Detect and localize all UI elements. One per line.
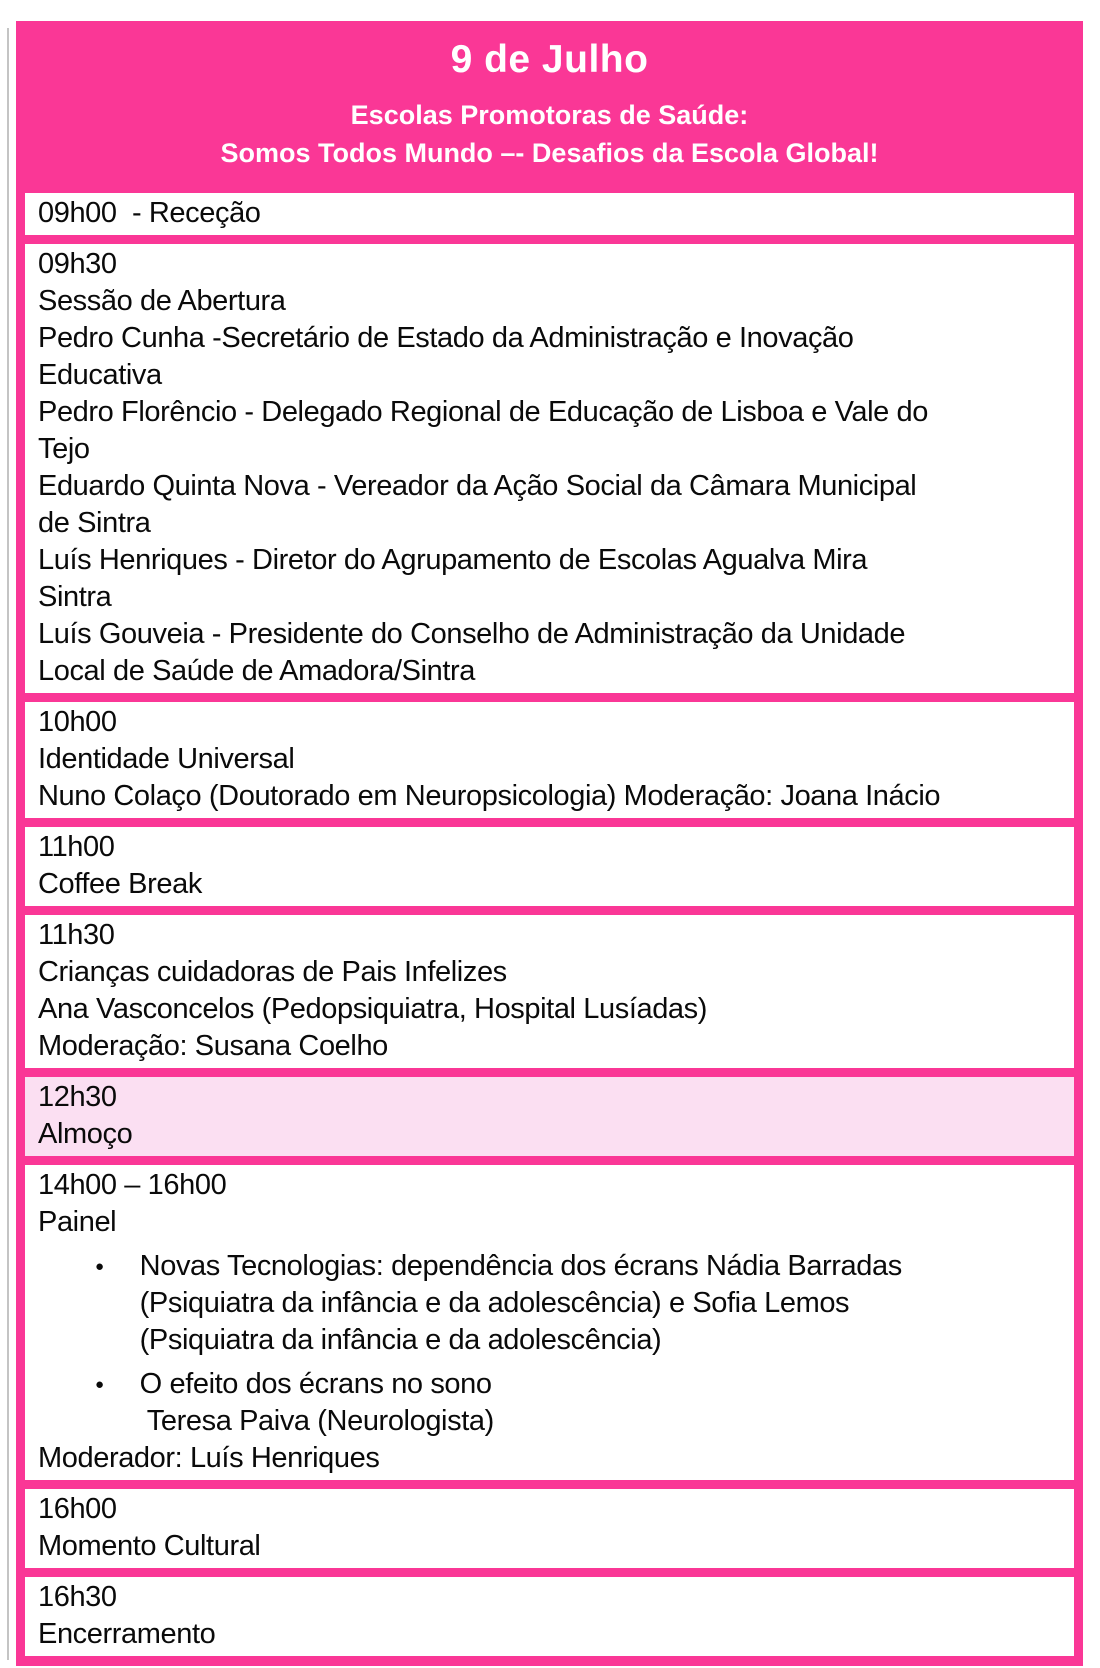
schedule-line: Local de Saúde de Amadora/Sintra — [38, 655, 476, 687]
schedule-line: Educativa — [38, 359, 162, 391]
bullet-icon: ● — [95, 1376, 104, 1393]
schedule-line: 12h30 — [38, 1081, 117, 1113]
schedule-line: 16h30 — [38, 1581, 117, 1613]
schedule-line: Identidade Universal — [38, 743, 295, 775]
schedule-line: Pedro Florêncio - Delegado Regional de Educação de Lisboa e Vale do — [38, 396, 928, 428]
schedule-row-11h00 — [25, 827, 1074, 906]
schedule-line: Luís Gouveia - Presidente do Conselho de Administração da Unidade — [38, 618, 906, 650]
schedule-line: Eduardo Quinta Nova - Vereador da Ação Social da Câmara Municipal — [38, 470, 917, 502]
schedule-line: Painel — [38, 1206, 117, 1238]
schedule-line: Sintra — [38, 581, 112, 613]
schedule-line: 09h30 — [38, 248, 117, 280]
schedule-row-10h00 — [25, 702, 1074, 818]
schedule-line: (Psiquiatra da infância e da adolescência) e Sofia Lemos — [139, 1287, 850, 1319]
schedule-line: de Sintra — [38, 507, 151, 539]
schedule-line: Teresa Paiva (Neurologista) — [139, 1405, 494, 1437]
schedule-line: Moderação: Susana Coelho — [38, 1030, 388, 1062]
bullet-text — [140, 1248, 1062, 1359]
schedule-line: Moderador: Luís Henriques — [38, 1442, 380, 1474]
schedule-line: Sessão de Abertura — [38, 285, 286, 317]
program-table — [16, 21, 1083, 1666]
schedule-line: Coffee Break — [38, 868, 202, 900]
schedule-row-09h30 — [25, 244, 1074, 693]
schedule-line: (Psiquiatra da infância e da adolescência) — [139, 1324, 662, 1356]
schedule-line: Crianças cuidadoras de Pais Infelizes — [38, 956, 507, 988]
page-edge-line — [7, 28, 9, 1660]
schedule-line: Tejo — [38, 433, 90, 465]
schedule-row-12h30-lunch — [25, 1077, 1074, 1156]
schedule-line: Luís Henriques - Diretor do Agrupamento de Escolas Agualva Mira — [38, 544, 868, 576]
subtitle-line: Somos Todos Mundo –- Desafios da Escola Global! — [220, 138, 879, 168]
schedule-line: Almoço — [38, 1118, 133, 1150]
subtitle-line: Escolas Promotoras de Saúde: — [350, 100, 749, 130]
schedule-line: 16h00 — [38, 1493, 117, 1525]
schedule-line: Encerramento — [38, 1618, 216, 1650]
bullet-text — [140, 1366, 1062, 1440]
schedule-line: Momento Cultural — [38, 1530, 261, 1562]
program-header — [25, 21, 1074, 184]
schedule-row-16h00 — [25, 1489, 1074, 1568]
schedule-row-16h30 — [25, 1577, 1074, 1656]
schedule-line: Novas Tecnologias: dependência dos écrans Nádia Barradas — [139, 1250, 902, 1282]
panel-bullet-item — [38, 1366, 1062, 1440]
date-title: 9 de Julho — [450, 38, 649, 81]
schedule-line: 11h00 — [38, 831, 115, 863]
schedule-line: 11h30 — [38, 919, 115, 951]
schedule-line: Pedro Cunha -Secretário de Estado da Administração e Inovação — [38, 322, 854, 354]
schedule-row-11h30 — [25, 915, 1074, 1068]
schedule-line: Nuno Colaço (Doutorado em Neuropsicologia) Moderação: Joana Inácio — [38, 780, 941, 812]
panel-bullet-item — [38, 1248, 1062, 1359]
schedule-row-14h00-panel — [25, 1165, 1074, 1480]
schedule-line: 09h00 - Receção — [38, 197, 261, 229]
schedule-line: O efeito dos écrans no sono — [139, 1368, 492, 1400]
schedule-line: 10h00 — [38, 706, 117, 738]
program-subtitle — [25, 96, 1074, 172]
bullet-icon: ● — [95, 1258, 104, 1275]
schedule-row-09h00 — [25, 193, 1074, 235]
schedule-line: Ana Vasconcelos (Pedopsiquiatra, Hospital Lusíadas) — [38, 993, 708, 1025]
schedule-line: 14h00 – 16h00 — [38, 1169, 227, 1201]
